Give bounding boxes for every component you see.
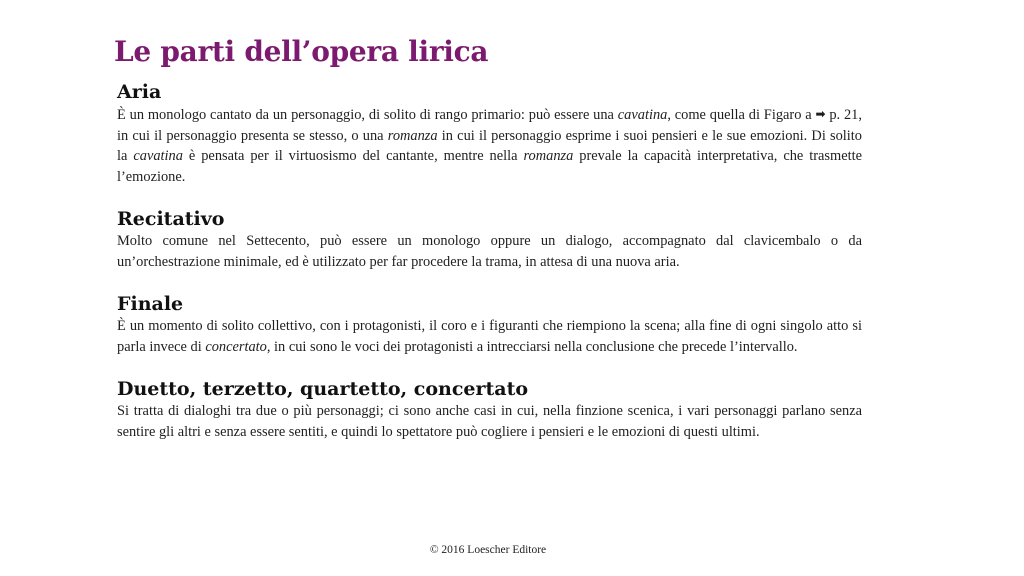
italic-term: cavatina: [133, 148, 183, 164]
section-heading: Duetto, terzetto, quartetto, concertato: [117, 378, 529, 400]
section-body: [117, 316, 862, 357]
section-heading: Finale: [117, 293, 184, 315]
italic-term: romanza: [387, 127, 438, 144]
copyright-footer: © 2016 Loescher Editore: [429, 544, 547, 556]
section-heading: Aria: [117, 81, 162, 103]
section-finale: [117, 292, 862, 357]
page-title: Le parti dell’opera lirica: [114, 35, 489, 68]
text-run: è pensata per il virtuosismo del cantante, mentre nella: [182, 148, 524, 164]
section-recitativo: [117, 207, 862, 272]
section-duetto: [117, 377, 862, 442]
text-run: in cui il personaggio esprime i suoi pensieri e le sue emozioni. Di solito la: [117, 127, 862, 164]
text-run: , come quella di Figaro a: [667, 107, 816, 123]
italic-term: romanza: [523, 148, 574, 164]
section-body: Molto comune nel Settecento, può essere un monologo oppure un dialogo, accompagnato dal clavicembalo o da un’orchestrazione minimale, ed è utilizzato per far procedere la trama, in attesa di una nuova aria.: [117, 233, 862, 270]
section-aria: [117, 80, 862, 187]
section-body: [117, 104, 862, 187]
page-reference: p. 21, in cui il personaggio presenta se stesso, o una: [117, 107, 862, 144]
text-run: È un monologo cantato da un personaggio, di solito di rango primario: può essere una: [117, 107, 618, 123]
document-page: [114, 34, 862, 442]
italic-term: cavatina: [617, 107, 668, 123]
section-heading: Recitativo: [117, 208, 225, 230]
text-run: prevale la capacità interpretativa, che trasmette l’emozione.: [117, 148, 862, 185]
italic-term: concertato: [205, 338, 267, 355]
arrow-right-icon: ➡: [815, 107, 826, 121]
text-run: È un momento di solito collettivo, con i protagonisti, il coro e i figuranti che riempiono la scena; alla fine di ogni singolo atto si parla invece di: [117, 318, 862, 355]
section-body: Si tratta di dialoghi tra due o più personaggi; ci sono anche casi in cui, nella finzione scenica, i vari personaggi parlano senza sentire gli altri e senza essere sentiti, e quindi lo spettatore può cogliere i pensieri e le emozioni di questi ultimi.: [117, 403, 862, 440]
text-run: , in cui sono le voci dei protagonisti a intrecciarsi nella conclusione che precede l’intervallo.: [266, 338, 798, 355]
